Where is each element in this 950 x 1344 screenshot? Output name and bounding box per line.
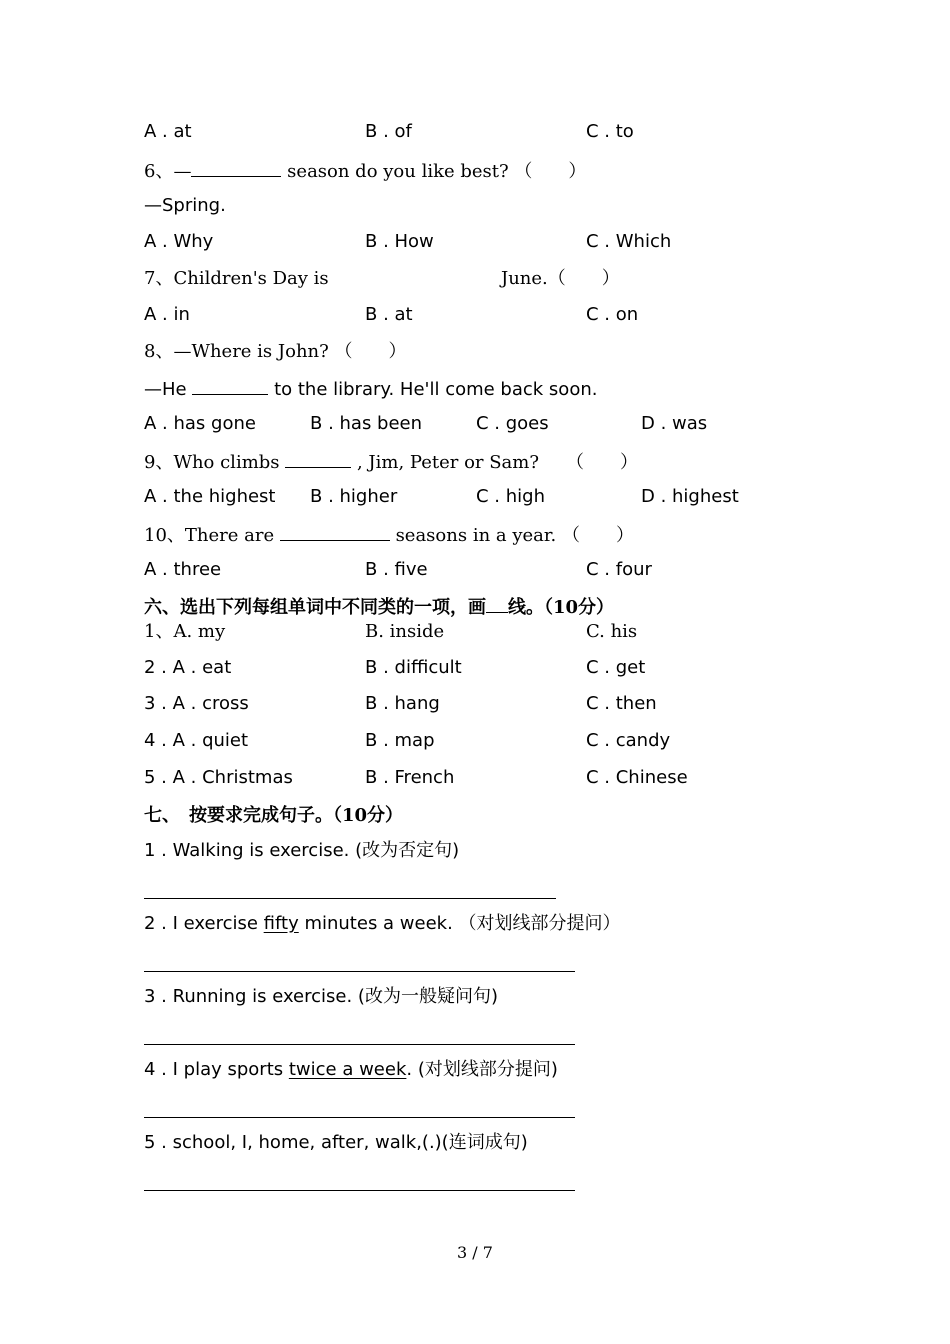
- q7-option-b: B . at: [365, 304, 413, 325]
- q6-blank: [191, 156, 281, 177]
- q10-number: 10、There are: [144, 525, 280, 546]
- section6-row5-option-a: 5 . A . Christmas: [144, 767, 293, 788]
- q6-answer: —Spring.: [144, 195, 226, 216]
- answer-line-5[interactable]: [144, 1190, 575, 1191]
- q7-option-a: A . in: [144, 304, 190, 325]
- section7-item-2: [144, 910, 621, 938]
- section7-item-5-text: 5 . school, I, home, after, walk,(.)(连词成句): [144, 1132, 528, 1153]
- section7-title: 七、 按要求完成句子。（10分）: [144, 805, 404, 826]
- q9-option-c: C . high: [476, 486, 545, 507]
- section7-item-4-text: 4 . I play sports: [144, 1059, 289, 1080]
- section6-row4-option-c: C . candy: [586, 730, 671, 751]
- q9-option-a: A . the highest: [144, 486, 276, 507]
- q8-option-c: C . goes: [476, 413, 549, 434]
- q5-option-b: B . of: [365, 121, 412, 142]
- section6-title-end: 线。（10分）: [508, 597, 615, 618]
- q6-option-a: A . Why: [144, 231, 214, 252]
- q7-option-c: C . on: [586, 304, 639, 325]
- section6-row5-option-c: C . Chinese: [586, 767, 688, 788]
- section6-title-blank: [486, 592, 508, 613]
- q6-option-b: B . How: [365, 231, 434, 252]
- answer-line-2[interactable]: [144, 971, 575, 972]
- answer-line-4[interactable]: [144, 1117, 575, 1118]
- section7-item-4-underlined: twice a week: [288, 1059, 407, 1080]
- q9-number: 9、Who climbs: [144, 452, 286, 473]
- section7-item-3: [144, 983, 498, 1011]
- q8-option-b: B . has been: [310, 413, 423, 434]
- section6-row4-option-b: B . map: [365, 730, 435, 751]
- section6-row2-option-b: B . difficult: [365, 657, 462, 678]
- section6-row3-option-c: C . then: [586, 693, 657, 714]
- q8-question: 8、—Where is John? （ ）: [144, 341, 407, 362]
- q9-text: , Jim, Peter or Sam? （ ）: [351, 452, 639, 473]
- q6-number: 6、—: [144, 161, 192, 182]
- section7-item-1-text: 1 . Walking is exercise. (改为否定句): [144, 840, 460, 861]
- q10-option-a: A . three: [144, 559, 222, 580]
- section6-title: [144, 592, 614, 620]
- q10-option-c: C . four: [586, 559, 652, 580]
- section6-row1-option-b: B. inside: [365, 621, 445, 642]
- q8-sentence: [144, 374, 597, 402]
- section6-row2-option-a: 2 . A . eat: [144, 657, 232, 678]
- section7-item-4: [144, 1056, 558, 1084]
- section6-row5-option-b: B . French: [365, 767, 455, 788]
- q5-option-c: C . to: [586, 121, 634, 142]
- page-number: 3 / 7: [457, 1243, 493, 1262]
- section7-item-1: [144, 837, 459, 865]
- q5-option-a: A . at: [144, 121, 192, 142]
- section7-item-5: [144, 1129, 528, 1157]
- section7-item-4-text-end: . (对划线部分提问): [406, 1059, 558, 1080]
- section7-item-2-text: 2 . I exercise: [144, 913, 264, 934]
- q7-text: June.（ ）: [501, 268, 620, 289]
- q10-text: seasons in a year. （ ）: [389, 525, 634, 546]
- q6-option-c: C . Which: [586, 231, 672, 252]
- section6-row2-option-c: C . get: [586, 657, 646, 678]
- section7-item-3-text: 3 . Running is exercise. (改为一般疑问句): [144, 986, 498, 1007]
- q8-sentence-end: to the library. He'll come back soon.: [268, 379, 598, 400]
- section7-item-2-underlined: fifty: [263, 913, 299, 934]
- q8-option-d: D . was: [641, 413, 708, 434]
- q9-question: [144, 447, 638, 475]
- q10-blank: [280, 520, 390, 541]
- section6-row4-option-a: 4 . A . quiet: [144, 730, 249, 751]
- q9-option-d: D . highest: [641, 486, 739, 507]
- q6-question: [144, 156, 586, 184]
- answer-line-3[interactable]: [144, 1044, 575, 1045]
- answer-line-1[interactable]: [144, 898, 556, 899]
- section7-item-2-text-end: minutes a week. （对划线部分提问）: [298, 913, 621, 934]
- q6-text: season do you like best? （ ）: [281, 161, 587, 182]
- section6-row1-option-a: 1、A. my: [144, 621, 226, 642]
- q9-option-b: B . higher: [310, 486, 398, 507]
- q8-option-a: A . has gone: [144, 413, 256, 434]
- q8-sentence-start: —He: [144, 379, 193, 400]
- section6-row3-option-b: B . hang: [365, 693, 440, 714]
- q10-option-b: B . five: [365, 559, 428, 580]
- section6-row3-option-a: 3 . A . cross: [144, 693, 249, 714]
- q7-number: 7、Children's Day is: [144, 268, 329, 289]
- q8-blank: [192, 374, 268, 395]
- q10-question: [144, 520, 634, 548]
- section6-title-start: 六、选出下列每组单词中不同类的一项，画: [144, 597, 486, 618]
- section6-row1-option-c: C. his: [586, 621, 638, 642]
- q9-blank: [285, 447, 351, 468]
